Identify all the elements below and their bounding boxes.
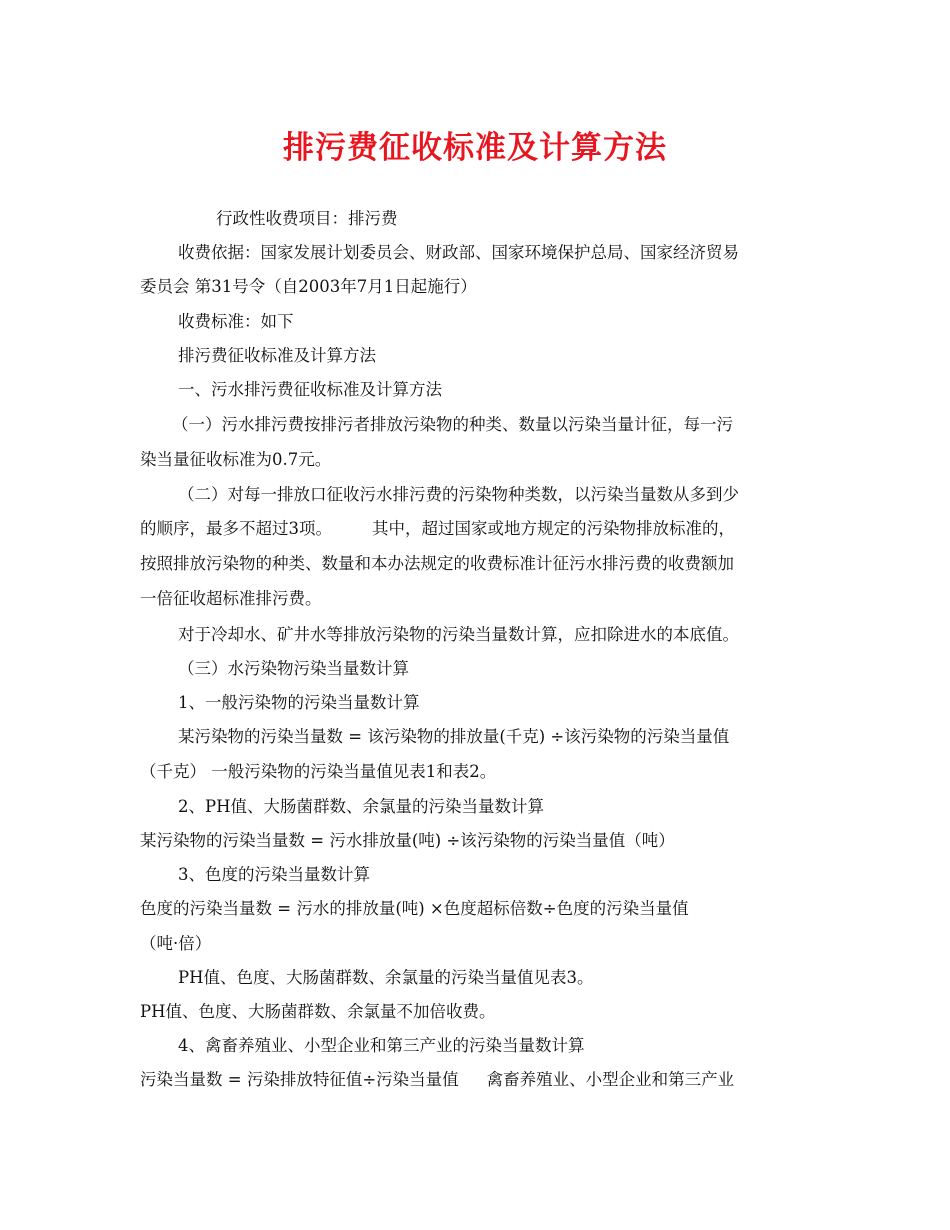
paragraph-fee-standard: 收费标准：如下 <box>178 312 294 331</box>
subsection-heading-3-2: 2、PH值、大肠菌群数、余氯量的污染当量数计算 <box>178 797 544 816</box>
paragraph-item-2-cont <box>140 518 812 540</box>
formula-color-cont: （吨·倍） <box>140 934 212 953</box>
formula-ph: 某污染物的污染当量数 = 污水排放量(吨) ÷该污染物的污染当量值（吨） <box>140 831 675 850</box>
formula-livestock-part-b: 禽畜养殖业、小型企业和第三产业 <box>486 1070 735 1089</box>
subsection-heading-3: （三）水污染物污染当量数计算 <box>178 659 409 678</box>
paragraph-item-2: （二）对每一排放口征收污水排污费的污染物种类数，以污染当量数从多到少 <box>178 485 739 504</box>
formula-general-cont: （千克） 一般污染物的污染当量值见表1和表2。 <box>140 762 497 781</box>
subsection-heading-3-4: 4、禽畜养殖业、小型企业和第三产业的污染当量数计算 <box>178 1036 585 1055</box>
paragraph-item-2-part-b: 其中，超过国家或地方规定的污染物排放标准的， <box>372 519 735 538</box>
paragraph-item-1-cont: 染当量征收标准为0.7元。 <box>140 450 332 469</box>
paragraph-item-1: （一）污水排污费按排污者排放污染物的种类、数量以污染当量计征，每一污 <box>172 415 733 434</box>
document-title: 排污费征收标准及计算方法 <box>283 130 667 166</box>
formula-general: 某污染物的污染当量数 = 该污染物的排放量(千克) ÷该污染物的污染当量值 <box>178 727 730 746</box>
paragraph-heading-method: 排污费征收标准及计算方法 <box>178 346 376 365</box>
paragraph-no-double: PH值、色度、大肠菌群数、余氯量不加倍收费。 <box>140 1002 496 1021</box>
paragraph-item-2-cont2: 按照排放污染物的种类、数量和本办法规定的收费标准计征污水排污费的收费额加 <box>140 554 734 573</box>
paragraph-table3-ref: PH值、色度、大肠菌群数、余氯量的污染当量值见表3。 <box>178 968 594 987</box>
paragraph-cooling-water: 对于冷却水、矿井水等排放污染物的污染当量数计算，应扣除进水的本底值。 <box>178 625 739 644</box>
formula-color: 色度的污染当量数 = 污水的排放量(吨) ×色度超标倍数÷色度的污染当量值 <box>140 899 689 918</box>
formula-livestock <box>140 1069 812 1091</box>
formula-livestock-part-a: 污染当量数 = 污染排放特征值÷污染当量值 <box>140 1070 459 1089</box>
section-heading-1: 一、污水排污费征收标准及计算方法 <box>178 380 442 399</box>
paragraph-item-2-cont3: 一倍征收超标准排污费。 <box>140 589 322 608</box>
paragraph-fee-basis-cont: 委员会 第31号令（自2003年7月1日起施行） <box>140 277 477 296</box>
paragraph-fee-basis: 收费依据：国家发展计划委员会、财政部、国家环境保护总局、国家经济贸易 <box>178 243 739 262</box>
paragraph-fee-item: 行政性收费项目：排污费 <box>216 209 398 228</box>
subsection-heading-3-1: 1、一般污染物的污染当量数计算 <box>178 693 420 712</box>
subsection-heading-3-3: 3、色度的污染当量数计算 <box>178 865 370 884</box>
paragraph-item-2-part-a: 的顺序，最多不超过3项。 <box>140 519 332 538</box>
